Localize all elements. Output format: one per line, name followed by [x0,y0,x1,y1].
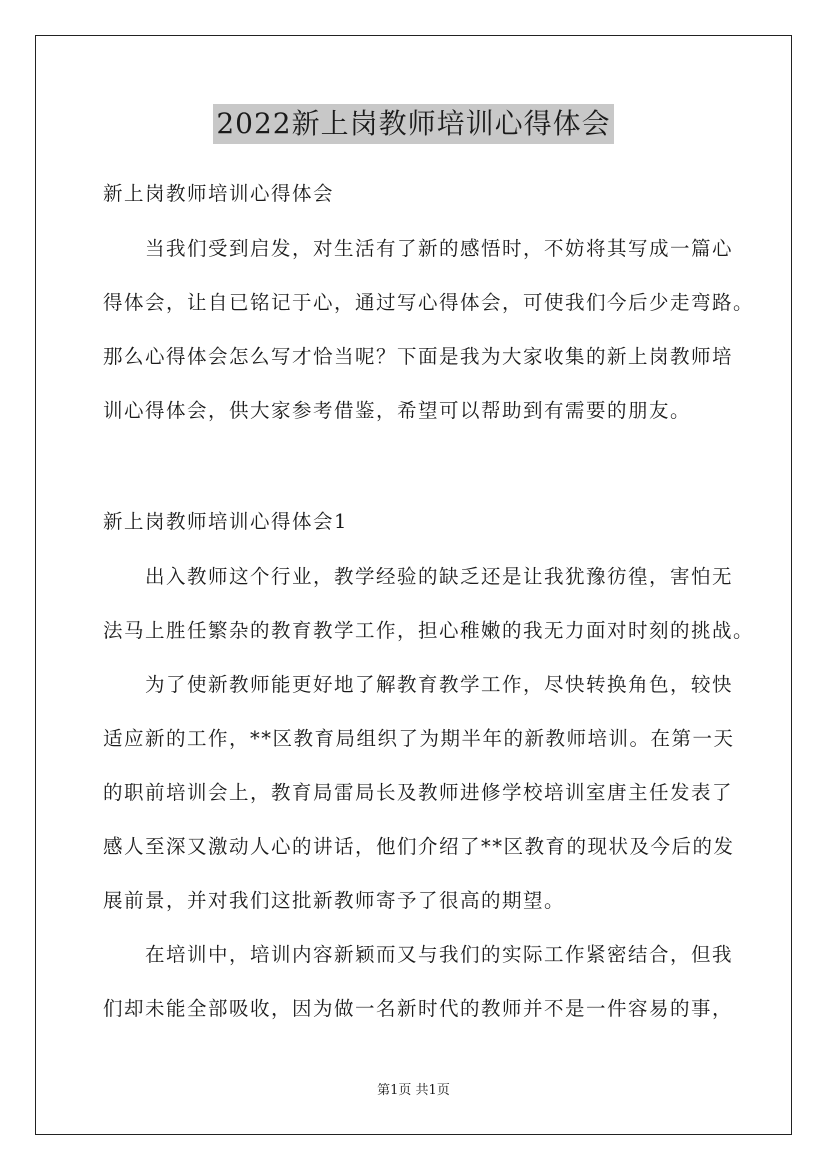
title-container [0,104,827,144]
paragraph-line: 展前景，并对我们这批新教师寄予了很高的期望。 [103,889,566,912]
paragraph-line: 出入教师这个行业，教学经验的缺乏还是让我犹豫彷徨，害怕无 [145,565,734,588]
intro-line: 当我们受到启发，对生活有了新的感悟时，不妨将其写成一篇心 [145,237,734,260]
paragraph-line: 们却未能全部吸收，因为做一名新时代的教师并不是一件容易的事， [103,997,734,1020]
paragraph-line: 适应新的工作，**区教育局组织了为期半年的新教师培训。在第一天 [103,727,735,750]
paragraph-line: 感人至深又激动人心的讲话，他们介绍了**区教育的现状及今后的发 [103,835,735,858]
intro-line: 那么心得体会怎么写才恰当呢？下面是我为大家收集的新上岗教师培 [103,345,734,368]
subtitle: 新上岗教师培训心得体会 [103,182,335,205]
paragraph-line: 的职前培训会上，教育局雷局长及教师进修学校培训室唐主任发表了 [103,781,734,804]
paragraph-line: 为了使新教师能更好地了解教育教学工作，尽快转换角色，较快 [145,673,734,696]
intro-line: 得体会，让自已铭记于心，通过写心得体会，可使我们今后少走弯路。 [103,291,755,314]
paragraph-line: 在培训中，培训内容新颖而又与我们的实际工作紧密结合，但我 [145,943,734,966]
section-heading: 新上岗教师培训心得体会1 [103,510,348,533]
intro-line: 训心得体会，供大家参考借鉴，希望可以帮助到有需要的朋友。 [103,399,692,422]
document-title: 2022新上岗教师培训心得体会 [213,104,613,144]
page-footer: 第1页 共1页 [377,1083,450,1098]
paragraph-line: 法马上胜任繁杂的教育教学工作，担心稚嫩的我无力面对时刻的挑战。 [103,619,755,642]
